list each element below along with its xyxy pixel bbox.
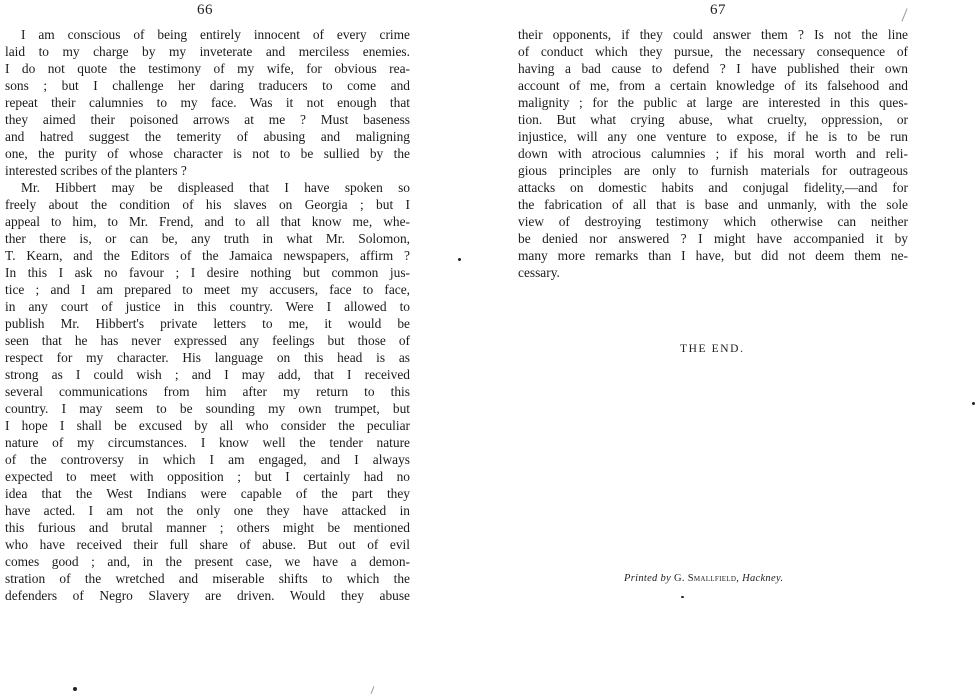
scan-speck bbox=[681, 596, 684, 598]
text-line: in any court of justice in this country. Were I allowed to bbox=[5, 299, 410, 314]
text-line: who have received their full share of abuse. But out of evil bbox=[5, 537, 410, 552]
text-line: have acted. I am not the only one they have attacked in bbox=[5, 503, 410, 518]
printer-imprint bbox=[624, 573, 783, 584]
text-line: down with atrocious calumnies ; if his moral worth and reli- bbox=[518, 146, 908, 161]
text-line: view of destroying testimony which otherwise can neither bbox=[518, 214, 908, 229]
scan-mark bbox=[901, 8, 907, 21]
text-line: expected to meet with opposition ; but I certainly had no bbox=[5, 469, 410, 484]
text-line: I do not quote the testimony of my wife, for obvious rea- bbox=[5, 61, 410, 76]
text-line: comes good ; and, in the present case, we have a demon- bbox=[5, 554, 410, 569]
text-line: appeal to him, to Mr. Frend, and to all that know me, whe- bbox=[5, 214, 410, 229]
page-number-left: 66 bbox=[197, 2, 213, 18]
text-line: and hatred suggest the temerity of abusing and maligning bbox=[5, 129, 410, 144]
scan-speck bbox=[972, 402, 975, 405]
text-line: laid to my charge by my inveterate and merciless enemies. bbox=[5, 44, 410, 59]
the-end-heading: THE END. bbox=[680, 343, 745, 355]
text-line: I am conscious of being entirely innocent of every crime bbox=[21, 27, 410, 42]
text-line: repeat their calumnies to my face. Was it not enough that bbox=[5, 95, 410, 110]
text-line: tion. But what crying abuse, what cruelty, oppression, or bbox=[518, 112, 908, 127]
scan-speck bbox=[73, 687, 77, 691]
page-number-right: 67 bbox=[710, 2, 726, 18]
text-line: of the controversy in which I am engaged, and I always bbox=[5, 452, 410, 467]
text-line: idea that the West Indians were capable of the part they bbox=[5, 486, 410, 501]
text-line: defenders of Negro Slavery are driven. Would they abuse bbox=[5, 588, 410, 603]
text-line: they aimed their poisoned arrows at me ? Must baseness bbox=[5, 112, 410, 127]
text-line: their opponents, if they could answer them ? Is not the line bbox=[518, 27, 908, 42]
text-line: the fabrication of all that is base and unmanly, with the sole bbox=[518, 197, 908, 212]
printer-name: G. Smallfield, bbox=[673, 573, 740, 584]
text-line: of conduct which they pursue, the necessary consequence of bbox=[518, 44, 908, 59]
text-line: nature of my circumstances. I know well the tender nature bbox=[5, 435, 410, 450]
printer-place: Hackney. bbox=[742, 573, 784, 584]
left-page-body bbox=[5, 26, 410, 604]
text-line: publish Mr. Hibbert's private letters to me, it would be bbox=[5, 316, 410, 331]
right-page-body bbox=[518, 26, 908, 281]
text-line: tice ; and I am prepared to meet my accusers, face to face, bbox=[5, 282, 410, 297]
text-line: malignity ; for the public at large are interested in this ques- bbox=[518, 95, 908, 110]
printer-prefix: Printed by bbox=[624, 573, 672, 584]
text-line: having a bad cause to defend ? I have published their own bbox=[518, 61, 908, 76]
text-line: this furious and brutal manner ; others might be mentioned bbox=[5, 520, 410, 535]
text-line: gious principles are only to furnish materials for outrageous bbox=[518, 163, 908, 178]
text-line: account of me, from a certain knowledge of its falsehood and bbox=[518, 78, 908, 93]
text-line: one, the purity of whose character is not to be sullied by the bbox=[5, 146, 410, 161]
text-line: respect for my character. His language on this head is as bbox=[5, 350, 410, 365]
scan-speck bbox=[458, 258, 461, 261]
text-line: attacks on domestic habits and conjugal fidelity,—and for bbox=[518, 180, 908, 195]
text-line: I hope I shall be excused by all who consider the peculiar bbox=[5, 418, 410, 433]
text-line: stration of the wretched and miserable shifts to which the bbox=[5, 571, 410, 586]
text-line: sons ; but I challenge her daring traducers to come and bbox=[5, 78, 410, 93]
text-line: injustice, will any one venture to expose, if he is to be run bbox=[518, 129, 908, 144]
text-line: be denied nor answered ? I might have accompanied it by bbox=[518, 231, 908, 246]
text-line: freely about the condition of his slaves on Georgia ; but I bbox=[5, 197, 410, 212]
text-line: T. Kearn, and the Editors of the Jamaica newspapers, affirm ? bbox=[5, 248, 410, 263]
scan-mark bbox=[371, 686, 375, 694]
text-line: In this I ask no favour ; I desire nothing but common jus- bbox=[5, 265, 410, 280]
text-line: seen that he has never expressed any feelings but those of bbox=[5, 333, 410, 348]
text-line: country. I may seem to be sounding my own trumpet, but bbox=[5, 401, 410, 416]
text-line: several communications from him after my return to this bbox=[5, 384, 410, 399]
text-line: many more remarks than I have, but did not deem them ne- bbox=[518, 248, 908, 263]
text-line: Mr. Hibbert may be displeased that I have spoken so bbox=[21, 180, 410, 195]
text-line: ther there is, or can be, any truth in what Mr. Solomon, bbox=[5, 231, 410, 246]
text-line: interested scribes of the planters ? bbox=[5, 163, 187, 178]
text-line: strong as I could wish ; and I may add, that I received bbox=[5, 367, 410, 382]
text-line: cessary. bbox=[518, 265, 560, 280]
